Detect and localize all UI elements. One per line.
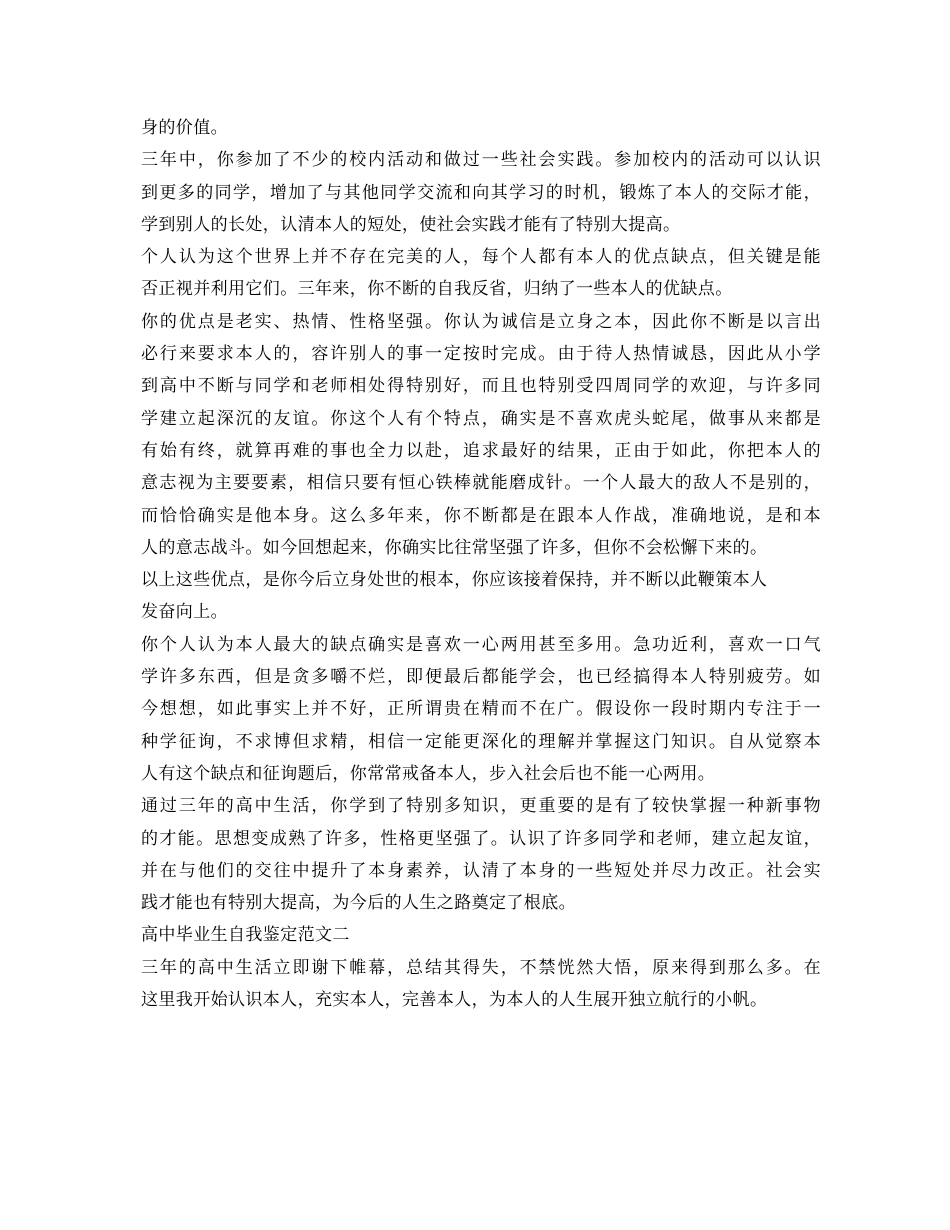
text-line: 到更多的同学，增加了与其他同学交流和向其学习的时机，锻炼了本人的交际才能，	[141, 182, 821, 203]
section-heading: 高中毕业生自我鉴定范文二	[141, 925, 350, 946]
text-line: 意志视为主要要素，相信只要有恒心铁棒就能磨成针。一个人最大的敌人不是别的，	[141, 473, 821, 494]
text-line: 必行来要求本人的，容许别人的事一定按时完成。由于待人热情诚恳，因此从小学	[141, 344, 821, 365]
text-line: 人的意志战斗。如今回想起来，你确实比往常坚强了许多，但你不会松懈下来的。	[141, 537, 768, 558]
text-line: 学建立起深沉的友谊。你这个人有个特点，确实是不喜欢虎头蛇尾，做事从来都是	[141, 408, 821, 429]
text-line: 践才能也有特别大提高，为今后的人生之路奠定了根底。	[141, 893, 576, 914]
text-line: 到高中不断与同学和老师相处得特别好，而且也特别受四周同学的欢迎，与许多同	[141, 376, 821, 397]
text-line: 学到别人的长处，认清本人的短处，使社会实践才能有了特别大提高。	[141, 214, 681, 235]
text-line: 有始有终，就算再难的事也全力以赴，追求最好的结果，正由于如此，你把本人的	[141, 440, 821, 461]
text-line: 人有这个缺点和征询题后，你常常戒备本人，步入社会后也不能一心两用。	[141, 763, 716, 784]
text-line: 而恰恰确实是他本身。这么多年来，你不断都是在跟本人作战，准确地说，是和本	[141, 505, 821, 526]
text-line: 身的价值。	[141, 118, 228, 138]
text-line: 并在与他们的交往中提升了本身素养，认清了本身的一些短处并尽力改正。社会实	[141, 860, 821, 881]
text-line: 发奋向上。	[141, 602, 228, 623]
text-line: 学许多东西，但是贪多嚼不烂，即便最后都能学会，也已经搞得本人特别疲劳。如	[141, 667, 821, 688]
text-line: 通过三年的高中生活，你学到了特别多知识，更重要的是有了较快掌握一种新事物	[141, 796, 821, 817]
text-line: 这里我开始认识本人，充实本人，完善本人，为本人的人生展开独立航行的小帆。	[141, 990, 768, 1011]
text-line: 个人认为这个世界上并不存在完美的人，每个人都有本人的优点缺点，但关键是能	[141, 247, 821, 268]
text-line: 种学征询，不求博但求精，相信一定能更深化的理解并掌握这门知识。自从觉察本	[141, 731, 821, 752]
text-line: 三年中，你参加了不少的校内活动和做过一些社会实践。参加校内的活动可以认识	[141, 150, 821, 171]
text-line: 以上这些优点，是你今后立身处世的根本，你应该接着保持，并不断以此鞭策本人	[141, 570, 768, 591]
text-line: 你的优点是老实、热情、性格坚强。你认为诚信是立身之本，因此你不断是以言出	[141, 311, 821, 332]
text-line: 的才能。思想变成熟了许多，性格更坚强了。认识了许多同学和老师，建立起友谊，	[141, 828, 821, 849]
text-line: 三年的高中生活立即谢下帷幕，总结其得失，不禁恍然大悟，原来得到那么多。在	[141, 957, 821, 978]
text-line: 你个人认为本人最大的缺点确实是喜欢一心两用甚至多用。急功近利，喜欢一口气	[141, 634, 821, 655]
text-line: 否正视并利用它们。三年来，你不断的自我反省，归纳了一些本人的优缺点。	[141, 279, 733, 300]
text-line: 今想想，如此事实上并不好，正所谓贵在精而不在广。假设你一段时期内专注于一	[141, 699, 821, 720]
document-body	[141, 112, 821, 1016]
